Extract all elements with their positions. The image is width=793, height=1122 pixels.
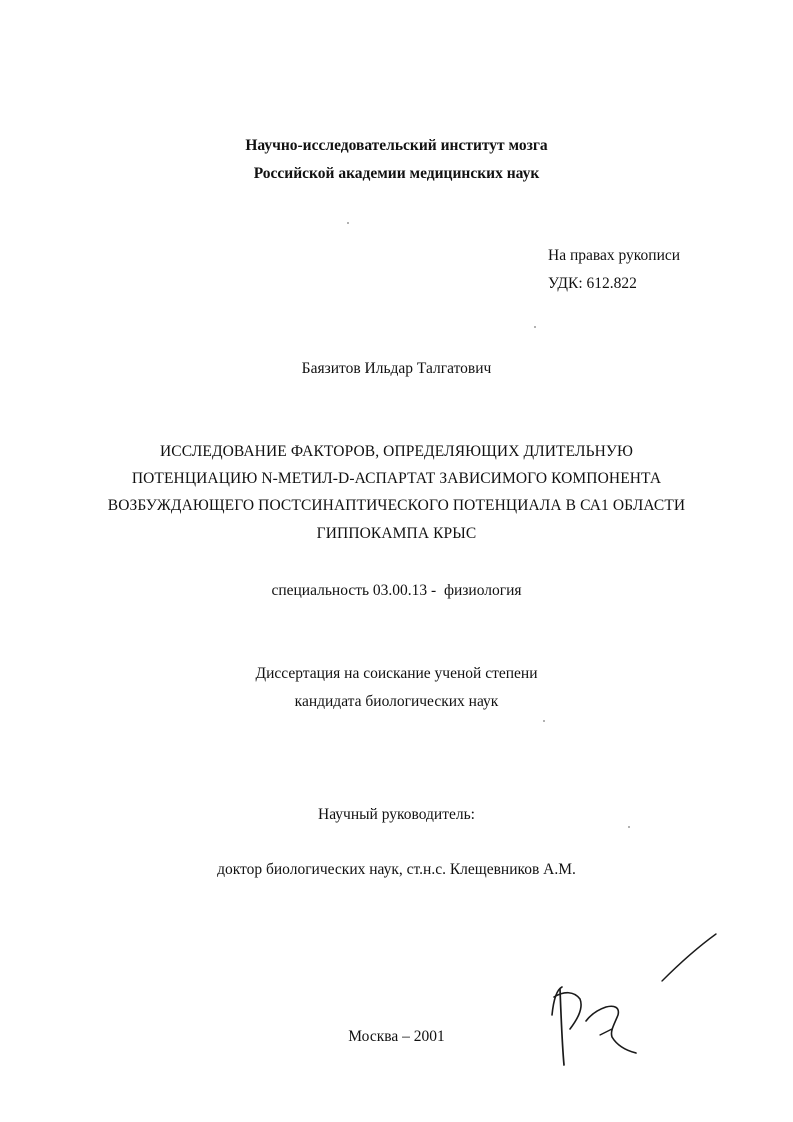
supervisor-name: доктор биологических наук, ст.н.с. Клещевников А.М. bbox=[217, 861, 576, 878]
title-line-4: ГИППОКАМПА КРЫС bbox=[316, 525, 477, 542]
title-line-2: ПОТЕНЦИАЦИЮ N-МЕТИЛ-D-АСПАРТАТ ЗАВИСИМОГО КОМПОНЕНТА bbox=[131, 470, 662, 487]
institution-line-1: Научно-исследовательский институт мозга bbox=[245, 137, 548, 154]
dissertation-line-1: Диссертация на соискание ученой степени bbox=[255, 665, 538, 682]
handwritten-signature-icon bbox=[540, 925, 730, 1075]
scan-speck bbox=[534, 326, 536, 328]
udc-code: УДК: 612.822 bbox=[548, 275, 637, 292]
title-line-1: ИССЛЕДОВАНИЕ ФАКТОРОВ, ОПРЕДЕЛЯЮЩИХ ДЛИТЕЛЬНУЮ bbox=[160, 443, 633, 460]
specialty: специальность 03.00.13 - физиология bbox=[271, 582, 522, 599]
supervisor-label: Научный руководитель: bbox=[318, 806, 475, 823]
title-line-3: ВОЗБУЖДАЮЩЕГО ПОСТСИНАПТИЧЕСКОГО ПОТЕНЦИАЛА В СА1 ОБЛАСТИ bbox=[107, 497, 686, 514]
scan-speck bbox=[543, 720, 545, 722]
scan-speck bbox=[347, 222, 349, 224]
author-name: Баязитов Ильдар Талгатович bbox=[301, 360, 492, 377]
scan-speck bbox=[628, 826, 630, 828]
institution-line-2: Российской академии медицинских наук bbox=[253, 165, 540, 182]
dissertation-line-2: кандидата биологических наук bbox=[294, 693, 499, 710]
city-year: Москва – 2001 bbox=[348, 1028, 445, 1045]
manuscript-rights-label: На правах рукописи bbox=[548, 247, 681, 264]
